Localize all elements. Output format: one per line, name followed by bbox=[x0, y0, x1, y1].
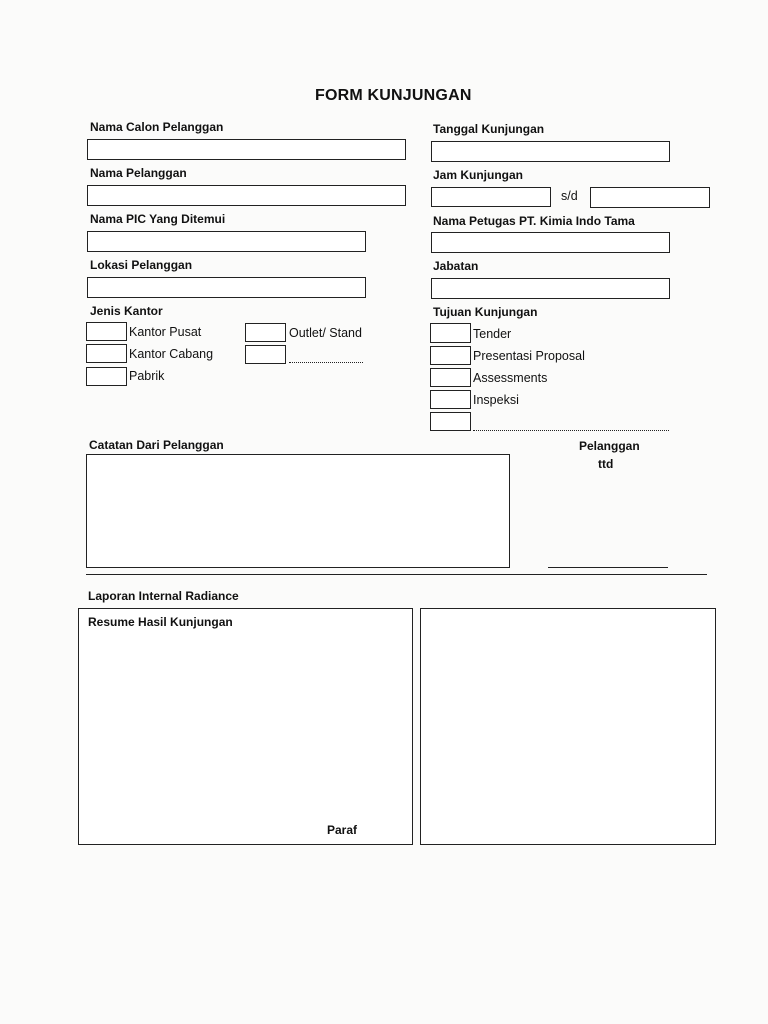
signature-role: Pelanggan bbox=[579, 439, 640, 453]
outlet-stand-label: Outlet/ Stand bbox=[289, 326, 362, 340]
catatan-textarea[interactable] bbox=[86, 454, 510, 568]
lokasi-pelanggan-field[interactable] bbox=[87, 277, 366, 298]
lokasi-pelanggan-label: Lokasi Pelanggan bbox=[90, 258, 193, 272]
nama-calon-pelanggan-field[interactable] bbox=[87, 139, 406, 160]
nama-pic-field[interactable] bbox=[87, 231, 366, 252]
jam-separator: s/d bbox=[561, 189, 578, 203]
form-title: FORM KUNJUNGAN bbox=[315, 87, 472, 104]
jenis-kantor-other-line[interactable] bbox=[289, 362, 363, 363]
kantor-cabang-checkbox[interactable] bbox=[86, 344, 127, 363]
nama-pelanggan-field[interactable] bbox=[87, 185, 406, 206]
jam-kunjungan-from-field[interactable] bbox=[431, 187, 551, 207]
signature-line[interactable] bbox=[548, 567, 668, 568]
assessments-label: Assessments bbox=[473, 371, 548, 385]
signature-ttd-label: ttd bbox=[598, 457, 614, 471]
nama-pelanggan-label: Nama Pelanggan bbox=[90, 166, 187, 180]
tujuan-other-line[interactable] bbox=[473, 430, 669, 431]
nama-pic-label: Nama PIC Yang Ditemui bbox=[90, 212, 226, 226]
jenis-kantor-label: Jenis Kantor bbox=[90, 304, 163, 318]
jam-kunjungan-to-field[interactable] bbox=[590, 187, 710, 208]
kantor-pusat-label: Kantor Pusat bbox=[129, 325, 202, 339]
catatan-label: Catatan Dari Pelanggan bbox=[89, 438, 224, 452]
tujuan-kunjungan-label: Tujuan Kunjungan bbox=[433, 305, 538, 319]
pabrik-checkbox[interactable] bbox=[86, 367, 127, 386]
inspeksi-checkbox[interactable] bbox=[430, 390, 471, 409]
tender-checkbox[interactable] bbox=[430, 323, 471, 343]
presentasi-proposal-label: Presentasi Proposal bbox=[473, 349, 585, 363]
inspeksi-label: Inspeksi bbox=[473, 393, 519, 407]
assessments-checkbox[interactable] bbox=[430, 368, 471, 387]
nama-petugas-field[interactable] bbox=[431, 232, 670, 253]
jenis-kantor-other-checkbox[interactable] bbox=[245, 345, 286, 364]
tanggal-kunjungan-label: Tanggal Kunjungan bbox=[433, 122, 545, 136]
resume-box[interactable] bbox=[78, 608, 413, 845]
tanggal-kunjungan-field[interactable] bbox=[431, 141, 670, 162]
pabrik-label: Pabrik bbox=[129, 369, 165, 383]
section-divider bbox=[86, 574, 707, 575]
tujuan-other-checkbox[interactable] bbox=[430, 412, 471, 431]
outlet-stand-checkbox[interactable] bbox=[245, 323, 286, 342]
nama-calon-pelanggan-label: Nama Calon Pelanggan bbox=[90, 120, 224, 134]
laporan-right-box[interactable] bbox=[420, 608, 716, 845]
laporan-label: Laporan Internal Radiance bbox=[88, 589, 239, 603]
jabatan-label: Jabatan bbox=[433, 259, 479, 273]
nama-petugas-label: Nama Petugas PT. Kimia Indo Tama bbox=[433, 214, 635, 228]
tender-label: Tender bbox=[473, 327, 512, 341]
jabatan-field[interactable] bbox=[431, 278, 670, 299]
paraf-label: Paraf bbox=[327, 823, 358, 837]
kantor-pusat-checkbox[interactable] bbox=[86, 322, 127, 341]
jam-kunjungan-label: Jam Kunjungan bbox=[433, 168, 524, 182]
kantor-cabang-label: Kantor Cabang bbox=[129, 347, 214, 361]
presentasi-proposal-checkbox[interactable] bbox=[430, 346, 471, 365]
resume-label: Resume Hasil Kunjungan bbox=[88, 615, 233, 629]
